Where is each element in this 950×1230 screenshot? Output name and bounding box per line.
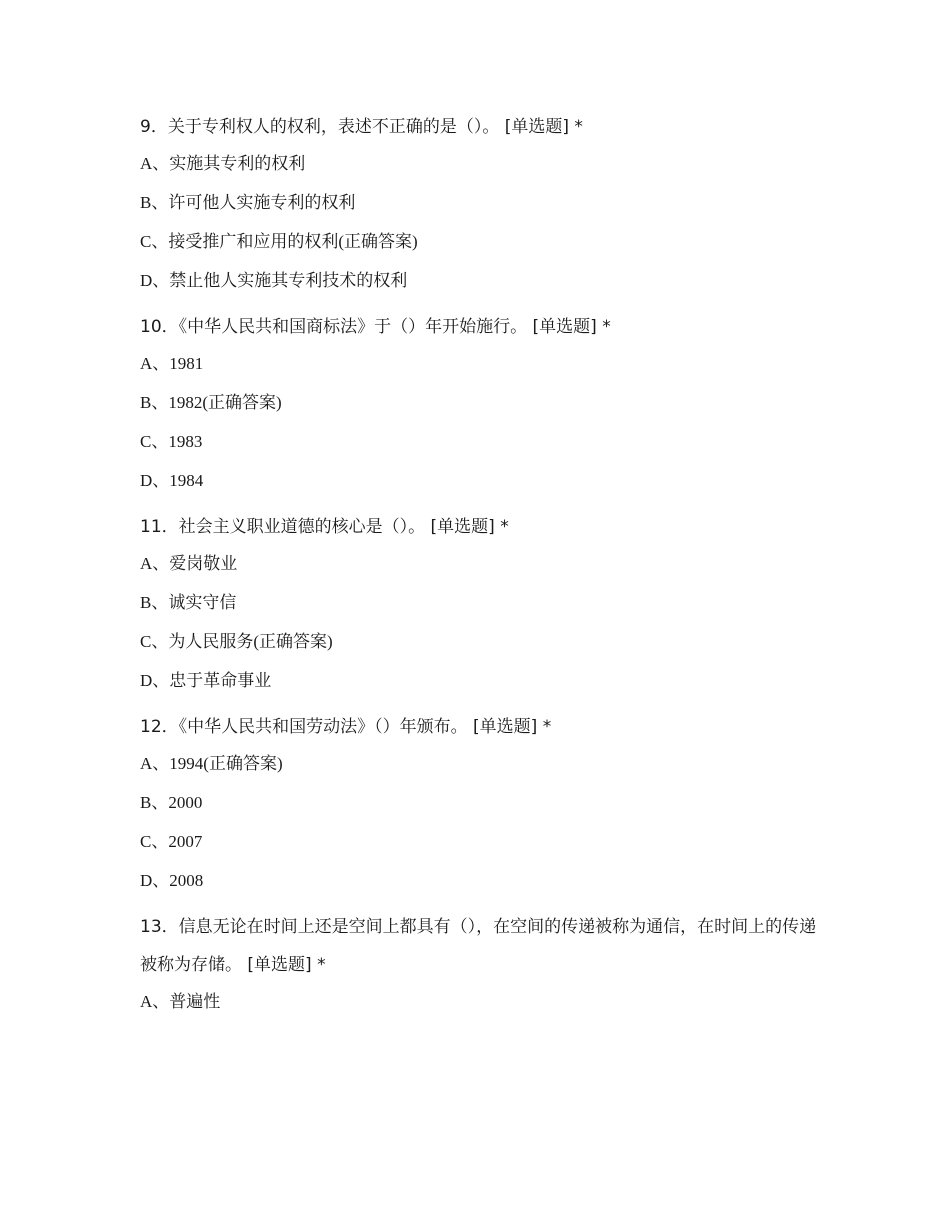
option-d: D、2008	[140, 871, 204, 890]
question-list	[140, 108, 830, 1029]
option-b: B、诚实守信	[140, 593, 237, 612]
option-c: C、接受推广和应用的权利(正确答案)	[140, 232, 418, 251]
question-title: 9．关于专利权人的权利，表述不正确的是（）。 [单选题] *	[140, 117, 583, 137]
option-a: A、1994(正确答案)	[140, 754, 283, 773]
option-b: B、2000	[140, 793, 203, 812]
option-a: A、爱岗敬业	[140, 554, 238, 573]
option-d: D、1984	[140, 471, 204, 490]
option-c: C、2007	[140, 832, 203, 851]
question-11	[140, 508, 830, 692]
question-9	[140, 108, 830, 292]
question-title: 13．信息无论在时间上还是空间上都具有（），在空间的传递被称为通信，在时间上的传递被称为存储。 [单选题] *	[140, 917, 817, 975]
option-d: D、忠于革命事业	[140, 671, 272, 690]
question-13	[140, 908, 830, 1013]
question-10	[140, 308, 830, 492]
question-title: 11．社会主义职业道德的核心是（）。 [单选题] *	[140, 517, 509, 537]
question-title: 10．《中华人民共和国商标法》于（）年开始施行。 [单选题] *	[140, 317, 611, 337]
question-12	[140, 708, 830, 892]
option-b: B、许可他人实施专利的权利	[140, 193, 356, 212]
option-a: A、普遍性	[140, 992, 221, 1011]
option-c: C、为人民服务(正确答案)	[140, 632, 333, 651]
option-a: A、实施其专利的权利	[140, 154, 306, 173]
option-a: A、1981	[140, 354, 204, 373]
option-b: B、1982(正确答案)	[140, 393, 282, 412]
question-title: 12．《中华人民共和国劳动法》（）年颁布。 [单选题] *	[140, 717, 552, 737]
option-d: D、禁止他人实施其专利技术的权利	[140, 271, 408, 290]
option-c: C、1983	[140, 432, 203, 451]
